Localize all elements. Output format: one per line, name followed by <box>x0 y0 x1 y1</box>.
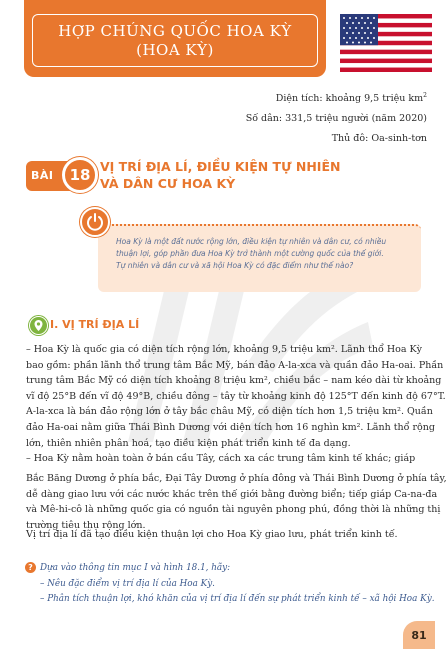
paragraph-line: vĩ độ 25°B đến vĩ độ 49°B, chiều đông – tây từ khoảng kinh độ 125°T đến kinh độ 67°T. <box>26 390 446 402</box>
paragraph-line: trung tâm Bắc Mỹ có diện tích khoảng 8 triệu km², chiều bắc – nam kéo dài từ khoảng <box>26 375 442 387</box>
lesson-word: BÀI <box>31 169 54 182</box>
lesson-title-line1: VỊ TRÍ ĐỊA LÍ, ĐIỀU KIỆN TỰ NHIÊN <box>100 159 341 174</box>
questions-block <box>40 561 435 608</box>
paragraph-line: dễ dàng giao lưu với các nước khác trên thế giới bằng đường biển; tiếp giáp Ca-na-đa <box>26 488 438 500</box>
question-icon: ? <box>25 562 36 573</box>
section-heading: I. VỊ TRÍ ĐỊA LÍ <box>50 318 140 331</box>
paragraph-location <box>26 342 446 467</box>
fact-area <box>246 86 427 109</box>
intro-text <box>116 236 412 272</box>
fact-population: Số dân: 331,5 triệu người (năm 2020) <box>245 113 427 124</box>
banner-title: HỢP CHÚNG QUỐC HOA KỲ <box>58 21 292 40</box>
banner-frame <box>32 14 318 67</box>
fact-capital: Thủ đô: Oa-sinh-tơn <box>331 133 427 144</box>
intro-line1: Hoa Kỳ là một đất nước rộng lớn, điều kiện tự nhiên và dân cư, có nhiều <box>116 237 387 246</box>
section-location-icon <box>29 316 48 335</box>
us-flag-icon <box>340 14 432 72</box>
lesson-title <box>100 158 340 192</box>
paragraph-borders <box>26 471 447 533</box>
paragraph-summary <box>26 527 398 543</box>
intro-line2: thuận lợi, góp phần đưa Hoa Kỳ trở thành một cường quốc của thế giới. <box>116 249 384 258</box>
page-number: 81 <box>403 621 435 649</box>
banner-subtitle: (HOA KỲ) <box>136 40 214 59</box>
paragraph-line: đảo Ha-oai nằm giữa Thái Bình Dương với diện tích hơn 16 nghìn km². Lãnh thổ rộng <box>26 421 435 433</box>
question-item: – Phân tích thuận lợi, khó khăn của vị trí địa lí đến sự phát triển kinh tế – xã hội Hoa Kỳ. <box>40 594 435 604</box>
paragraph-line: lớn, thiên nhiên phân hoá, tạo điều kiện phát triển kinh tế đa dạng. <box>26 437 351 449</box>
lesson-title-line2: VÀ DÂN CƯ HOA KỲ <box>100 176 236 191</box>
paragraph-line: Vị trí địa lí đã tạo điều kiện thuận lợi cho Hoa Kỳ giao lưu, phát triển kinh tế. <box>26 529 398 540</box>
question-prompt: Dựa vào thông tin mục I và hình 18.1, hãy: <box>40 563 231 573</box>
power-icon <box>80 207 110 237</box>
paragraph-line: – Hoa Kỳ là quốc gia có diện tích rộng lớn, khoảng 9,5 triệu km². Lãnh thổ Hoa Kỳ <box>26 344 422 355</box>
fact-area-text: Diện tích: khoảng 9,5 triệu km <box>275 93 424 104</box>
paragraph-line: A-la-xca là bán đảo rộng lớn ở tây bắc châu Mỹ, có diện tích hơn 1,5 triệu km². Quần <box>26 406 433 418</box>
lesson-number: 18 <box>62 157 98 193</box>
paragraph-line: Bắc Băng Dương ở phía bắc, Đại Tây Dương ở phía đông và Thái Bình Dương ở phía tây, <box>26 473 447 484</box>
paragraph-line: bao gồm: phần lãnh thổ trung tâm Bắc Mỹ, bán đảo A-la-xca và quần đảo Ha-oai. Phần <box>26 359 444 371</box>
paragraph-line: – Hoa Kỳ nằm hoàn toàn ở bán cầu Tây, cách xa các trung tâm kinh tế khác; giáp <box>26 453 416 465</box>
intro-line3: Tự nhiên và dân cư và xã hội Hoa Kỳ có đặc điểm như thế nào? <box>116 261 354 270</box>
country-facts <box>246 86 427 149</box>
paragraph-line: và Mê-hi-cô là những quốc gia có nguồn tài nguyên phong phú, đồng thời là những thị <box>26 504 441 516</box>
paragraph-line: trường tiêu thụ rộng lớn. <box>26 519 146 531</box>
question-item: – Nêu đặc điểm vị trí địa lí của Hoa Kỳ. <box>40 578 215 589</box>
country-banner <box>24 0 326 77</box>
fact-area-superscript: 2 <box>423 92 427 99</box>
